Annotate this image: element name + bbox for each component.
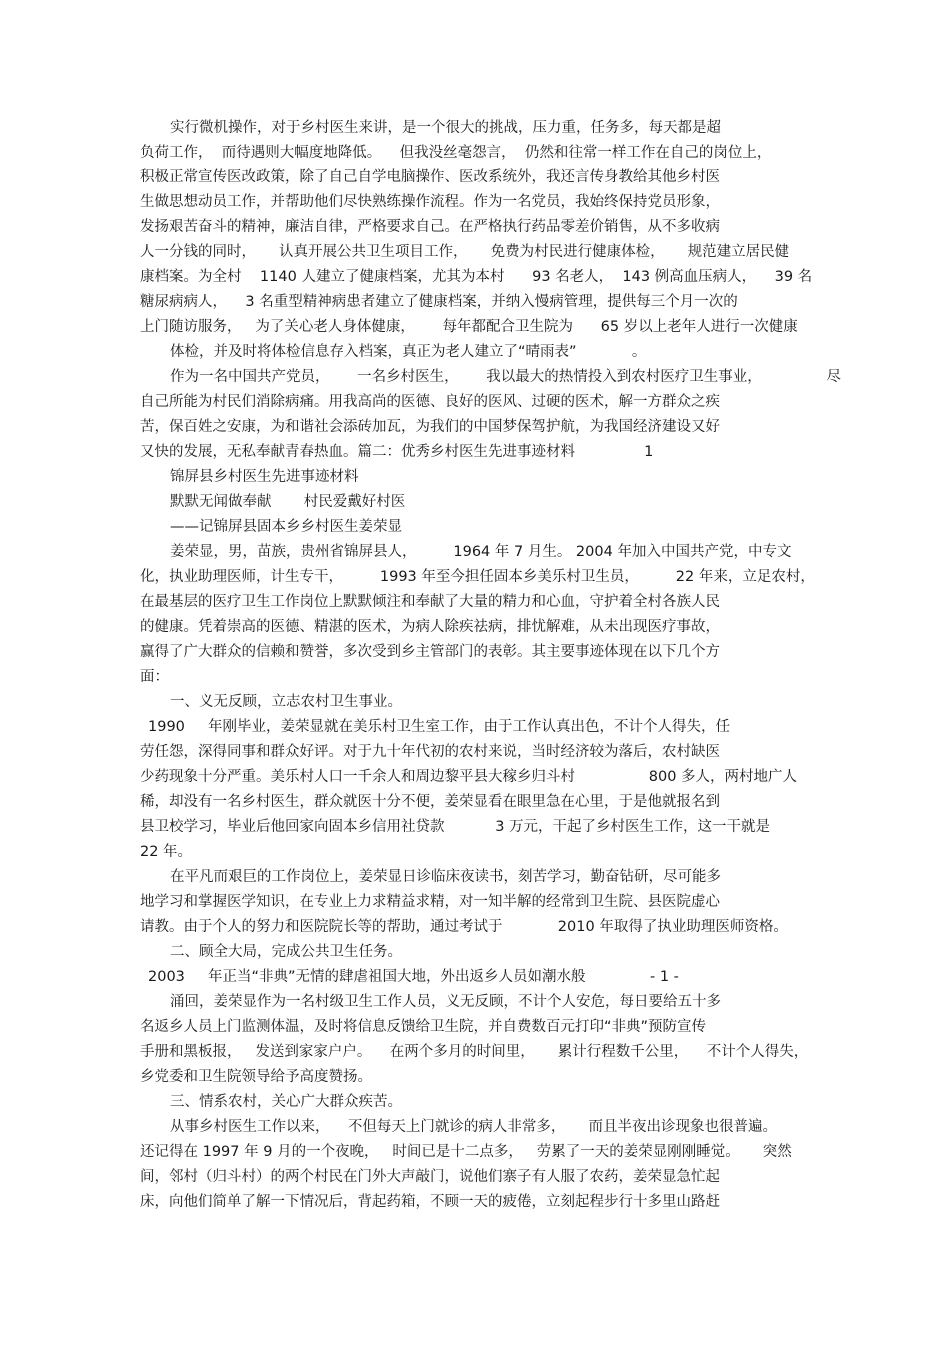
text-line: 乡党委和卫生院领导给予高度赞扬。 <box>140 1069 372 1085</box>
text-line: 稀，却没有一名乡村医生，群众就医十分不便，姜荣显看在眼里急在心里，于是他就报名到 <box>140 794 720 810</box>
text-line: 人一分钱的同时， 认真开展公共卫生项目工作， 免费为村民进行健康体检， 规范建立居民健 <box>140 244 790 260</box>
text-line: 22 年。 <box>140 844 193 860</box>
text-line: 还记得在 1997 年 9 月的一个夜晚， 时间已是十二点多， 劳累了一天的姜荣显刚刚睡觉。 突然 <box>140 1144 792 1160</box>
text-line: 积极正常宣传医改政策，除了自己自学电脑操作、医改系统外，我还言传身教给其他乡村医 <box>140 169 720 185</box>
section-heading: 三、情系农村，关心广大群众疾苦。 <box>170 1094 402 1110</box>
text-line: 2003 年正当“非典”无情的肆虐祖国大地，外出返乡人员如潮水般 - 1 - <box>148 969 679 985</box>
text-line: 负荷工作， 而待遇则大幅度地降低。 但我没丝毫怨言， 仍然和往常一样工作在自己的岗位上， <box>140 145 772 161</box>
text-line: 床，向他们简单了解一下情况后，背起药箱，不顾一天的疲倦，立刻起程步行十多里山路赶 <box>140 1194 720 1210</box>
text-line: 又快的发展，无私奉献青春热血。篇二：优秀乡村医生先进事迹材料 1 <box>140 444 654 460</box>
text-line: 从事乡村医生工作以来， 不但每天上门就诊的病人非常多， 而且半夜出诊现象也很普遍。 <box>170 1119 777 1135</box>
text-line: 发扬艰苦奋斗的精神，廉洁自律，严格要求自己。在严格执行药品零差价销售，从不多收病 <box>140 219 720 235</box>
text-line: 请教。由于个人的努力和医院院长等的帮助，通过考试于 2010 年取得了执业助理医师资格。 <box>140 919 788 935</box>
text-line: 地学习和掌握医学知识，在专业上力求精益求精，对一知半解的经常到卫生院、县医院虚心 <box>140 894 720 910</box>
text-line: 糖尿病病人， 3 名重型精神病患者建立了健康档案，并纳入慢病管理，提供每三个月一次的 <box>140 294 738 310</box>
text-line: 实行微机操作，对于乡村医生来讲，是一个很大的挑战，压力重，任务多，每天都是超 <box>170 120 721 136</box>
text-line: 间，邻村（归斗村）的两个村民在门外大声敲门，说他们寨子有人服了农药，姜荣显急忙起 <box>140 1169 720 1185</box>
text-line: 劳任怨，深得同事和群众好评。对于九十年代初的农村来说，当时经济较为落后，农村缺医 <box>140 744 720 760</box>
text-line: 姜荣显，男，苗族，贵州省锦屏县人， 1964 年 7 月生。 2004 年加入中国共产党，中专文 <box>170 544 792 560</box>
text-line: 在最基层的医疗卫生工作岗位上默默倾注和奉献了大量的精力和心血，守护着全村各族人民 <box>140 594 720 610</box>
text-line: 1990 年刚毕业，姜荣显就在美乐村卫生室工作，由于工作认真出色，不计个人得失，任 <box>148 719 730 735</box>
text-line: 康档案。为全村 1140 人建立了健康档案，尤其为本村 93 名老人， 143 例高血压病人， 39 名 <box>140 269 813 285</box>
section-heading: 一、义无反顾，立志农村卫生事业。 <box>170 694 402 710</box>
text-line: 赢得了广大群众的信赖和赞誉，多次受到乡主管部门的表彰。其主要事迹体现在以下几个方 <box>140 644 720 660</box>
text-line: 生做思想动员工作，并帮助他们尽快熟练操作流程。作为一名党员，我始终保持党员形象， <box>140 194 720 210</box>
title-line: 默默无闻做奉献 村民爱戴好村医 <box>170 494 406 510</box>
text-line: 名返乡人员上门监测体温，及时将信息反馈给卫生院，并自费数百元打印“非典”预防宣传 <box>140 1019 707 1035</box>
byline: ——记锦屏县固本乡乡村医生姜荣显 <box>170 519 402 535</box>
text-line: 面： <box>140 669 169 685</box>
text-line: 涌回，姜荣显作为一名村级卫生工作人员，义无反顾，不计个人安危，每日要给五十多 <box>170 994 721 1010</box>
text-line: 苦，保百姓之安康，为和谐社会添砖加瓦，为我们的中国梦保驾护航，为我国经济建设又好 <box>140 419 720 435</box>
text-line: 体检，并及时将体检信息存入档案，真正为老人建立了“晴雨表” 。 <box>170 344 647 360</box>
text-line: 自己所能为村民们消除病痛。用我高尚的医德、良好的医风、过硬的医术，解一方群众之疾 <box>140 394 720 410</box>
section-heading: 二、顾全大局，完成公共卫生任务。 <box>170 944 402 960</box>
subtitle-line: 锦屏县乡村医生先进事迹材料 <box>170 469 359 485</box>
text-line: 在平凡而艰巨的工作岗位上，姜荣显日诊临床夜读书，刻苦学习，勤奋钻研，尽可能多 <box>170 869 721 885</box>
text-line: 化，执业助理医师，计生专干， 1993 年至今担任固本乡美乐村卫生员， 22 年来，立足农村， <box>140 569 815 585</box>
text-line: 的健康。凭着崇高的医德、精湛的医术，为病人除疾祛病，排忧解难，从未出现医疗事故， <box>140 619 720 635</box>
text-line: 作为一名中国共产党员， 一名乡村医生， 我以最大的热情投入到农村医疗卫生事业， 尽 <box>170 369 841 385</box>
text-line: 县卫校学习，毕业后他回家向固本乡信用社贷款 3 万元，干起了乡村医生工作，这一干就是 <box>140 819 771 835</box>
text-line: 少药现象十分严重。美乐村人口一千余人和周边黎平县大稼乡归斗村 800 多人，两村地广人 <box>140 769 798 785</box>
text-line: 手册和黑板报， 发送到家家户户。 在两个多月的时间里， 累计行程数千公里， 不计个人得失， <box>140 1044 809 1060</box>
text-line: 上门随访服务， 为了关心老人身体健康， 每年都配合卫生院为 65 岁以上老年人进行一次健康 <box>140 319 798 335</box>
